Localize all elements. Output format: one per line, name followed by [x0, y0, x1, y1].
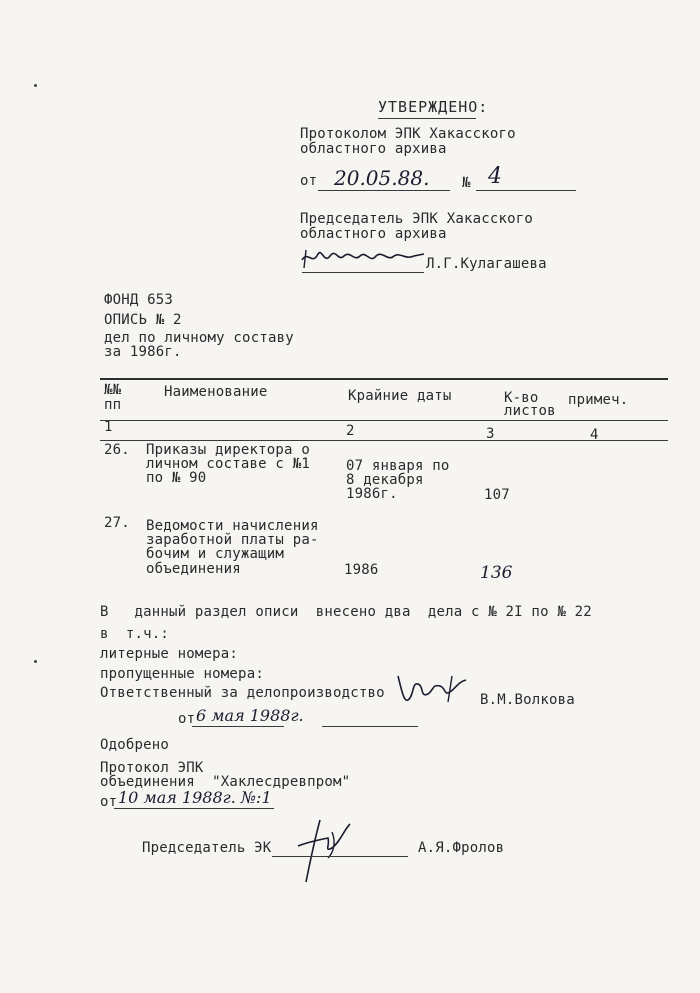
- table-colnum-rule: [100, 440, 668, 441]
- row-26-date-line2: 8 декабря: [346, 472, 424, 488]
- approval-chair-line1: Председатель ЭПК Хакасского: [300, 211, 533, 227]
- opis-number: ОПИСЬ № 2: [104, 312, 182, 328]
- approved-title: Одобрено: [100, 737, 170, 753]
- approved-org: объединения "Хаклесдревпром": [100, 774, 351, 790]
- chair-signature-line: [272, 856, 408, 857]
- row-27-name-line1: Ведомости начисления: [146, 518, 319, 534]
- header-count-line2: листов: [504, 403, 556, 419]
- summary-responsible-name: В.М.Волкова: [480, 692, 575, 708]
- approval-protocol-line2: областного архива: [300, 141, 447, 157]
- table-header-rule: [100, 420, 668, 421]
- header-dates: Крайние даты: [348, 388, 452, 404]
- row-26-num: 26.: [104, 442, 130, 458]
- approval-date-underline: [318, 190, 450, 191]
- approval-date-prefix: от: [300, 173, 318, 189]
- chair-signature: [284, 812, 374, 886]
- approved-chair: Председатель ЭК: [142, 840, 272, 856]
- summary-literal: литерные номера:: [100, 646, 239, 662]
- approval-number-underline: [476, 190, 576, 191]
- row-26-name-line1: Приказы директора о: [146, 442, 310, 458]
- row-27-name-line4: объединения: [146, 561, 241, 577]
- row-26-name-line2: личном составе с №1: [146, 456, 310, 472]
- approval-chair-line2: областного архива: [300, 226, 447, 242]
- approval-number-prefix: №: [462, 175, 471, 191]
- summary-line2: в т.ч.:: [100, 626, 170, 642]
- header-name: Наименование: [164, 384, 268, 400]
- approved-date-underline: [114, 808, 274, 809]
- approved-date-prefix: от: [100, 794, 118, 810]
- fond-desc-line1: дел по личному составу: [104, 330, 294, 346]
- approval-title-underline: [378, 118, 476, 119]
- margin-mark: [34, 84, 37, 87]
- col-number-2: 2: [346, 423, 355, 439]
- responsible-signature: [394, 672, 474, 708]
- approved-chair-name: А.Я.Фролов: [418, 840, 505, 856]
- summary-responsible: Ответственный за делопроизводство: [100, 685, 385, 701]
- row-27-name-line3: бочим и служащим: [146, 546, 285, 562]
- approval-protocol-line1: Протоколом ЭПК Хакасского: [300, 126, 516, 142]
- summary-resp-date-prefix: от: [178, 711, 196, 727]
- header-num-line2: пп: [104, 397, 122, 413]
- header-num-line1: №№: [104, 382, 122, 398]
- approval-title: УТВЕРЖДЕНО:: [378, 98, 489, 116]
- row-27-num: 27.: [104, 515, 130, 531]
- header-note: примеч.: [568, 392, 629, 408]
- table-top-rule: [100, 378, 668, 380]
- approval-chair-name: Л.Г.Кулагашева: [426, 256, 547, 272]
- fond-number: ФОНД 653: [104, 292, 174, 308]
- col-number-1: 1: [104, 419, 113, 435]
- row-27-date-line1: 1986: [344, 562, 379, 578]
- row-27-name-line2: заработной платы ра-: [146, 532, 319, 548]
- resp-extra-underline: [322, 726, 418, 727]
- col-number-3: 3: [486, 426, 495, 442]
- row-26-name-line3: по № 90: [146, 470, 207, 486]
- approved-protocol: Протокол ЭПК: [100, 760, 204, 776]
- row-27-count: 136: [480, 563, 513, 583]
- summary-line1: В данный раздел описи внесено два дела с № 2I по № 22: [100, 604, 592, 620]
- summary-missing: пропущенные номера:: [100, 666, 264, 682]
- approved-date-value: 10 мая 1988г. №:1: [118, 788, 272, 807]
- approval-number-value: 4: [488, 164, 502, 189]
- approval-signature: [298, 242, 428, 272]
- margin-mark: [34, 660, 37, 663]
- col-number-4: 4: [590, 427, 599, 443]
- row-26-date-line1: 07 января по: [346, 458, 450, 474]
- row-26-count: 107: [484, 487, 510, 503]
- approval-date-value: 20.05.88.: [334, 166, 430, 190]
- row-26-date-line3: 1986г.: [346, 486, 398, 502]
- header-count-line1: К-во: [504, 390, 539, 406]
- fond-desc-line2: за 1986г.: [104, 344, 182, 360]
- summary-resp-date: 6 мая 1988г.: [196, 706, 304, 725]
- approval-signature-line: [302, 272, 424, 273]
- resp-date-underline: [192, 726, 284, 727]
